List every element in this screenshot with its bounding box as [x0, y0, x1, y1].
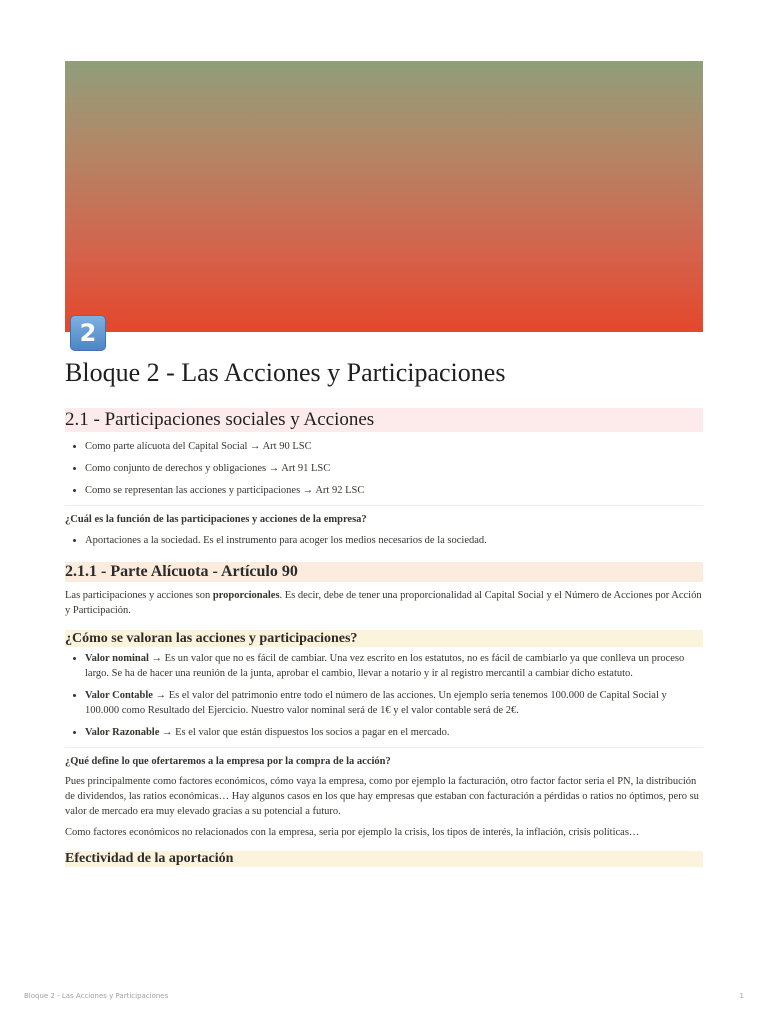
list-item-valor-razonable [85, 725, 703, 740]
keycap-two-icon: 2 [70, 315, 106, 351]
divider [65, 747, 703, 748]
term-label: Valor Razonable → [85, 727, 173, 738]
section-heading-participaciones: 2.1 - Participaciones sociales y Acciones [65, 408, 703, 432]
list-item: • Como se representan las acciones y participaciones → Art 92 LSC [85, 483, 703, 498]
term-text: Es un valor que no es fácil de cambiar. Una vez escrito en los estatutos, no es fácil de cambiarlo ya que conlleva un proceso largo. Se ha de hacer una reunión de la junta, aprobar el cambio, llevar a notario y ir al registro mercantil a cambiar dicho estatuto. [85, 653, 685, 679]
cover-image [65, 61, 703, 332]
page-title: Bloque 2 - Las Acciones y Participaciones [65, 358, 506, 387]
section-1-list [65, 439, 703, 498]
divider [65, 505, 703, 506]
section-heading-parte-alicuota: 2.1.1 - Parte Alícuota - Artículo 90 [65, 562, 703, 582]
list-item-valor-nominal [85, 651, 703, 681]
section-heading-valoracion: ¿Cómo se valoran las acciones y participaciones? [65, 630, 703, 647]
text-run: Las participaciones y acciones son [65, 590, 213, 601]
section-heading-efectividad: Efectividad de la aportación [65, 851, 703, 867]
page-footer [24, 992, 744, 1000]
bold-text: proporcionales [212, 590, 280, 601]
page-content [65, 356, 703, 867]
valuation-list [65, 651, 703, 740]
term-text: Es el valor que están dispuestos los socios a pagar en el mercado. [172, 727, 450, 738]
question-funcion: ¿Cuál es la función de las participaciones y acciones de la empresa? [65, 514, 367, 525]
paragraph-proporcionales [65, 588, 703, 618]
term-text: Es el valor del patrimonio entre todo el número de las acciones. Un ejemplo seria tenemos 100.000 de Capital Social y 100.000 como Resultado del Ejercicio. Nuestro valor nominal será de 1€ y el valor contable será de 2€. [85, 690, 667, 716]
paragraph-factores: Pues principalmente como factores económicos, cómo vaya la empresa, como por ejemplo la facturación, otro factor factor seria el PN, la distribución de dividendos, las ratios económicas… Hay algunos casos en los que hay empresas que estaban con facturación a pérdidas o ratios no óptimos, pero su valor de mercado era muy elevado gracias a su potencial a futuro. [65, 776, 699, 817]
list-item: • Aportaciones a la sociedad. Es el instrumento para acoger los medios necesarios de la sociedad. [85, 533, 703, 548]
term-label: Valor Contable → [85, 690, 167, 701]
footer-title: Bloque 2 - Las Acciones y Participaciones [24, 992, 169, 1000]
page-number: 1 [739, 992, 744, 1000]
list-item: • Como parte alícuota del Capital Social → Art 90 LSC [85, 439, 703, 454]
list-item: • Como conjunto de derechos y obligaciones → Art 91 LSC [85, 461, 703, 476]
term-label: Valor nominal → [85, 653, 163, 664]
paragraph-factores-externos: Como factores económicos no relacionados con la empresa, seria por ejemplo la crisis, los tipos de interés, la inflación, crisis políticas… [65, 827, 640, 838]
list-item-valor-contable [85, 688, 703, 718]
question-oferta: ¿Qué define lo que ofertaremos a la empresa por la compra de la acción? [65, 756, 391, 767]
answer-list [65, 533, 703, 548]
text-run: . Es decir, debe de tener una proporcionalidad al Capital Social y el Número de Acciones por Acción y Participación. [65, 590, 702, 616]
